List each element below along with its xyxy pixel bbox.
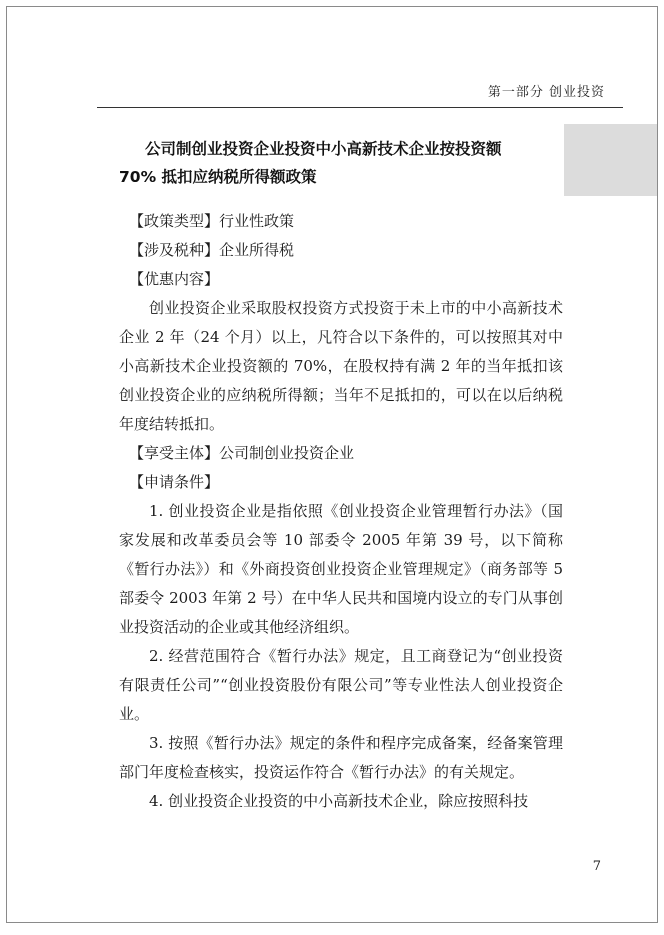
tax-type: 【涉及税种】企业所得税 (129, 241, 295, 259)
policy-body (119, 207, 563, 816)
benefit-text: 创业投资企业采取股权投资方式投资于未上市的中小高新技术企业 2 年（24 个月）以上，凡符合以下条件的，可以按照其对中小高新技术企业投资额的 70%，在股权持有满 2 年的当年抵扣该创业投资企业的应纳税所得额；当年不足抵扣的，可以在以后纳税年度结转抵扣。 (119, 299, 563, 433)
policy-type: 【政策类型】行业性政策 (129, 212, 295, 230)
conditions-label: 【申请条件】 (129, 473, 220, 491)
document-page (6, 6, 658, 923)
condition-item: 2. 经营范围符合《暂行办法》规定，且工商登记为“创业投资有限责任公司”“创业投资股份有限公司”等专业性法人创业投资企业。 (119, 647, 563, 723)
condition-item: 3. 按照《暂行办法》规定的条件和程序完成备案，经备案管理部门年度检查核实，投资运作符合《暂行办法》的有关规定。 (119, 734, 563, 781)
condition-item: 1. 创业投资企业是指依照《创业投资企业管理暂行办法》（国家发展和改革委员会等 10 部委令 2005 年第 39 号，以下简称《暂行办法》）和《外商投资创业投资企业管理规定》（商务部等 5 部委令 2003 年第 2 号）在中华人民共和国境内设立的专门从事创业投资活动的企业或其他经济组织。 (119, 502, 563, 636)
beneficiary: 【享受主体】公司制创业投资企业 (129, 444, 355, 462)
condition-item: 4. 创业投资企业投资的中小高新技术企业，除应按照科技 (149, 792, 529, 810)
section-tab-marker (564, 124, 657, 196)
header-rule (97, 107, 623, 108)
running-header: 第一部分 创业投资 (487, 85, 605, 100)
benefit-label: 【优惠内容】 (129, 270, 220, 288)
page-number: 7 (592, 859, 601, 874)
policy-title: 公司制创业投资企业投资中小高新技术企业按投资额 70% 抵扣应纳税所得额政策 (119, 140, 502, 186)
